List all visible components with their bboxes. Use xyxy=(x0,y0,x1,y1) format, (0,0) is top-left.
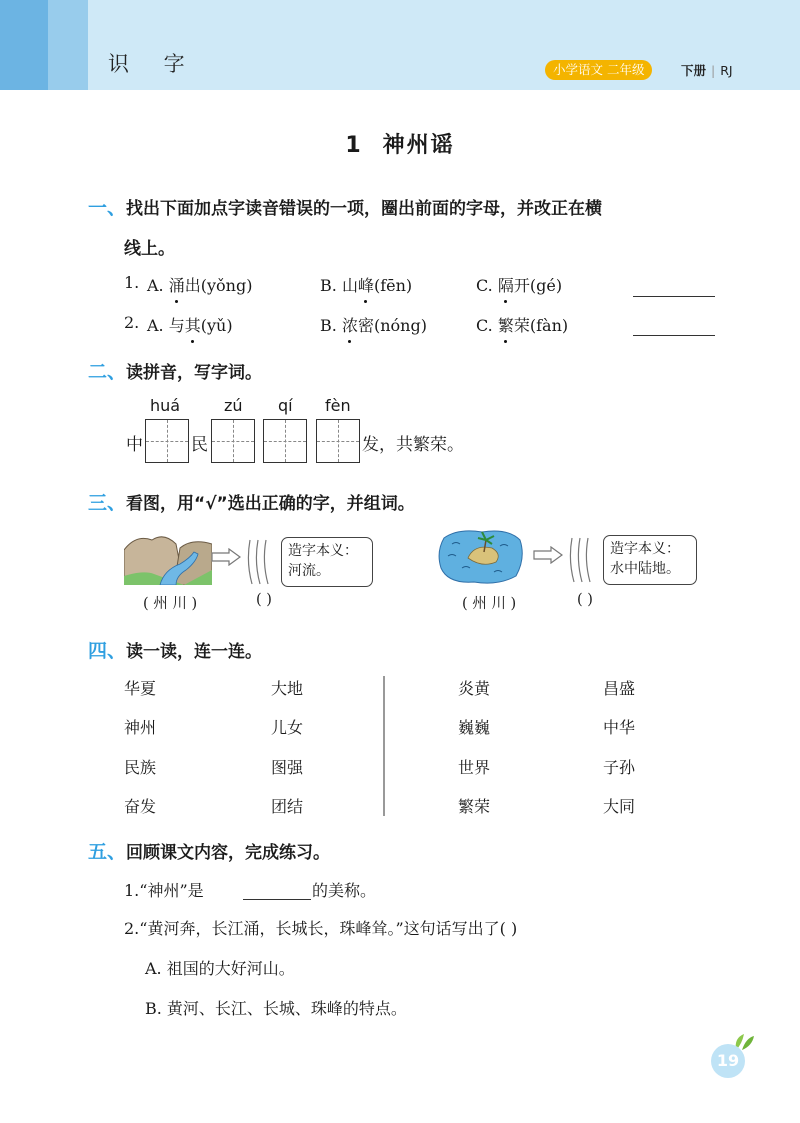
match-word[interactable]: 繁荣 xyxy=(458,797,491,816)
q5-item-2: 2.“黄河奔，长江涌，长城长，珠峰耸。”这句话写出了( ) xyxy=(124,919,518,938)
lesson-name: 神州谣 xyxy=(382,133,455,158)
q5-instruction: 回顾课文内容，完成练习。 xyxy=(126,843,331,863)
lesson-title xyxy=(0,128,800,159)
island-picture xyxy=(438,528,524,586)
grade-badge: 小学语文 二年级 xyxy=(545,60,652,80)
match-word[interactable]: 中华 xyxy=(603,718,636,737)
q4-instruction: 读一读，连一连。 xyxy=(126,642,263,662)
match-word[interactable]: 神州 xyxy=(124,718,157,737)
page-header xyxy=(0,0,800,90)
wave-lines-icon xyxy=(568,536,594,584)
lesson-number: 1 xyxy=(345,133,363,158)
arrow-icon xyxy=(211,548,241,566)
pinyin-1: huá xyxy=(150,396,181,415)
match-word[interactable]: 昌盛 xyxy=(603,679,636,698)
phrase-ending: 发，共繁荣。 xyxy=(362,435,464,455)
q1-instruction: 找出下面加点字读音错误的一项，圈出前面的字母，并改正在横 xyxy=(126,199,603,219)
origin-card-river xyxy=(281,537,373,587)
answer-blank-1[interactable]: ( ) xyxy=(256,592,272,608)
choice-options-1[interactable]: ( 州 川 ) xyxy=(143,596,198,612)
match-word[interactable]: 世界 xyxy=(458,758,491,777)
pinyin-4: fèn xyxy=(325,396,351,415)
volume-info xyxy=(681,61,733,79)
section-title: 识 字 xyxy=(108,52,199,76)
q1-row-2-option-c: C. 繁荣(fàn) xyxy=(476,313,568,336)
q1-row-1-label: 1. xyxy=(124,273,140,292)
match-word[interactable]: 团结 xyxy=(271,797,304,816)
column-divider xyxy=(383,676,385,816)
page-number: 19 xyxy=(711,1044,745,1078)
q5-item-1-prefix: 1.“神州”是 xyxy=(124,881,204,900)
separator: | xyxy=(711,63,716,78)
choice-options-2[interactable]: ( 州 川 ) xyxy=(462,596,517,612)
card-2-line-1: 造字本义： xyxy=(610,541,680,557)
match-word[interactable]: 民族 xyxy=(124,758,157,777)
q1-heading xyxy=(88,193,602,220)
q4-heading xyxy=(88,636,262,663)
q1-instruction-cont: 线上。 xyxy=(124,239,175,259)
char-zhong: 中 xyxy=(126,435,143,455)
match-word[interactable]: 大地 xyxy=(271,679,304,698)
card-2-line-2: 水中陆地。 xyxy=(610,561,680,577)
q1-row-2-label: 2. xyxy=(124,313,140,332)
q1-answer-line-1[interactable] xyxy=(633,296,715,297)
q1-answer-line-2[interactable] xyxy=(633,335,715,336)
q1-row-2-option-a: A. 与其(yǔ) xyxy=(147,313,233,336)
match-word[interactable]: 儿女 xyxy=(271,718,304,737)
writing-box-3[interactable] xyxy=(263,419,307,463)
q5-option-a[interactable]: A. 祖国的大好河山。 xyxy=(145,959,295,978)
match-word[interactable]: 巍巍 xyxy=(458,718,491,737)
header-stripe-dark xyxy=(0,0,48,90)
q1-row-1-option-a: A. 涌出(yǒng) xyxy=(147,273,252,296)
match-word[interactable]: 奋发 xyxy=(124,797,157,816)
match-word[interactable]: 图强 xyxy=(271,758,304,777)
q2-heading xyxy=(88,357,262,384)
header-stripe-light xyxy=(48,0,88,90)
q5-option-b[interactable]: B. 黄河、长江、长城、珠峰的特点。 xyxy=(145,999,407,1018)
writing-box-1[interactable] xyxy=(145,419,189,463)
match-word[interactable]: 大同 xyxy=(603,797,636,816)
match-word[interactable]: 子孙 xyxy=(603,758,636,777)
answer-blank-2[interactable]: ( ) xyxy=(577,592,593,608)
q5-item-1-suffix: 的美称。 xyxy=(312,881,377,900)
writing-box-4[interactable] xyxy=(316,419,360,463)
q1-row-2-option-b: B. 浓密(nóng) xyxy=(320,313,427,336)
char-min: 民 xyxy=(191,435,208,455)
origin-card-island xyxy=(603,535,697,585)
edition-label: RJ xyxy=(720,63,733,78)
card-1-line-1: 造字本义： xyxy=(288,543,358,559)
match-word[interactable]: 炎黄 xyxy=(458,679,491,698)
card-1-line-2: 河流。 xyxy=(288,563,330,579)
q3-heading xyxy=(88,488,415,515)
volume-label: 下册 xyxy=(681,63,707,78)
q1-number: 一、 xyxy=(88,197,127,219)
writing-box-2[interactable] xyxy=(211,419,255,463)
q5-number: 五、 xyxy=(88,841,127,863)
pinyin-2: zú xyxy=(224,396,243,415)
q1-row-1-option-c: C. 隔开(gé) xyxy=(476,273,562,296)
q1-row-1-option-b: B. 山峰(fēn) xyxy=(320,273,412,296)
match-word[interactable]: 华夏 xyxy=(124,679,157,698)
q4-number: 四、 xyxy=(88,640,127,662)
wave-lines-icon xyxy=(246,538,272,586)
pinyin-3: qí xyxy=(278,396,293,415)
q5-item-1-blank[interactable] xyxy=(243,899,311,900)
q2-number: 二、 xyxy=(88,361,127,383)
arrow-icon xyxy=(533,546,563,564)
q3-instruction: 看图，用“√”选出正确的字，并组词。 xyxy=(126,494,415,514)
q3-number: 三、 xyxy=(88,492,127,514)
q2-instruction: 读拼音，写字词。 xyxy=(126,363,263,383)
river-picture xyxy=(124,530,212,585)
q5-heading xyxy=(88,837,330,864)
